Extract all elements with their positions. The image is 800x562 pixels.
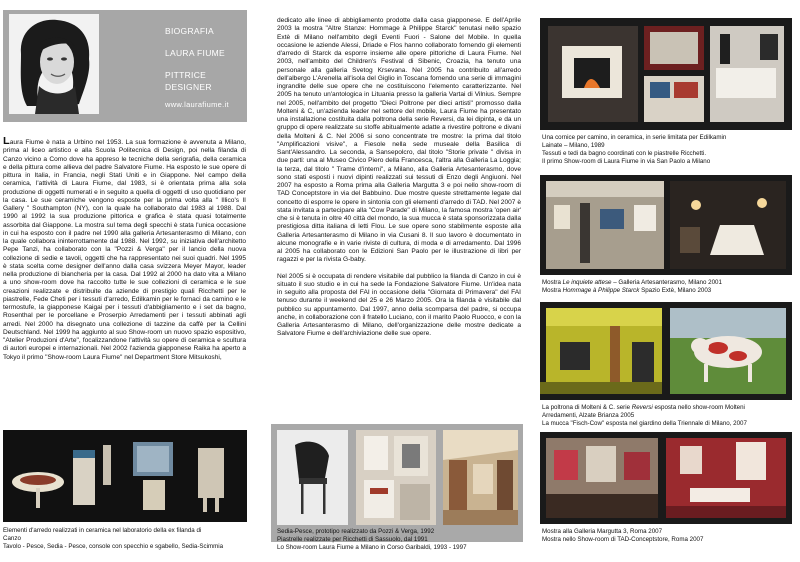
- caption-fireplace: [542, 134, 796, 166]
- photo-fish-chair: [277, 430, 348, 525]
- caption-line: Mostra Le inquiete attese – Galleria Artesanterasmo, Milano 2001: [542, 279, 722, 286]
- caption-line: Tavolo - Pesce, Sedia - Pesce, console con specchio e sgabello, Sedia-Scimmia: [3, 543, 224, 550]
- bio-col2-paragraph-1: dedicato alle linee di abbigliamento prodotte dalla casa giapponese. È dell'Aprile 2003 la mostra "Altre Stanze: Hommage à Philippe Starck" tenutasi nello spazio Extè di Milano nell'ambito degli Eventi Fuori - Salone del Mobile. In quella occasione le aziende Alessi, Driade e Flos hanno collaborato fornendo gli elementi d'arredo di Starck da esporre insieme alle opere pittoriche di Laura Fiume. Nel 2003, nell'ambito del Children's Festival di Sibenic, Croazia, ha tenuto una personale alla galleria Svetog Krsevana. Nel 2005 ha contribuito all'arredo dell'albergo L'Arenella all'isola del Giglio in Toscana fornendo una serie di immagini ingrandite delle sue opere che ne costituiscono l'elemento caratterizzante. Nel 2005 ha tenuto un'antologica in Lituania presso la galleria Vartai di Vilnius. Sempre nel 2005, nell'ambito del progetto "Dieci Poltrone per dieci artisti" promosso dalla Molteni & C, un'azienda leader nel settore del mobile, Laura Fiume ha presentato una installazione costituita dalla poltrona della serie Reversi, da lei dipinta, e da un gruppo di opere realizzate su stoffe abitualmente adatte a rivestire poltrone e divani della Molteni & C. Nel 2006 si sono concentrate tre mostre: la prima dal titolo "Amplificazioni visive", a Fiesole nella sede museale della Basilica di Sant'Alessandro. La seconda, a Sansepolcro, dal titolo "Storie private " divisa in due parti: una al Museo Civico Piero della Francesca, l'altra alla Galleria La Loggia; la terza, dal titolo " Trame d'interni", a Milano, alla Galleria Artesanterasmo, dove sono stati esposti i nuovi dipinti realizzati sui tessuti di Enzo degli Angiuoni. Nel 2007 ha esposto a Roma prima alla Galleria Margutta 3 e poi nello show-room di TAD Conceptstore in via del Babbuino. Due mostre queste strettamente legate dal concetto di esporre le opere in sintonia con gli elementi d'arredo di TAD. Nel 2007 è stata invitata a partecipare alla "Cow Parade" di Milano, la famosa mostra 'open air' che si è tenuta in oltre 40 città del mondo, la sua mucca è stata sponsorizzata dalla prestigiosa ditta italiana di letti Flou. Le sue opere sono stabilmente esposte alla Galleria Artesanterasmo di Milano in via Cusani 8. Il suo lavoro è documentato in alcune monografie e in varie riviste di cultura, di moda e di arredamento. Dal 1996 al 2005 ha collaborato con le Edizioni San Paolo per le illustrazione di libri per ragazzi e per la rivista G-baby.: [277, 17, 521, 264]
- photo-block-exhibitions-2001-2003: [540, 175, 792, 275]
- photo-ceramic-furniture: [3, 430, 247, 522]
- caption-exhibitions-2001-2003: [542, 279, 796, 295]
- caption-line: Mostra alla Galleria Margutta 3, Roma 2007: [542, 528, 663, 535]
- photo-block-rome-2007: [540, 432, 792, 524]
- header-website[interactable]: www.laurafiume.it: [165, 100, 229, 109]
- caption-line: Piastrelle realizzate per Ricchetti di Sassuolo, dal 1991: [277, 536, 428, 543]
- bio-column-1: [3, 137, 246, 422]
- caption-line: La poltrona di Molteni & C. serie Reversi esposta nello show-room Molteni: [542, 404, 745, 411]
- photo-block-molteni-cow: [540, 302, 792, 400]
- photo-block-fireplace: [540, 18, 792, 130]
- header-role-line2: DESIGNER: [165, 82, 212, 92]
- caption-line: Mostra nello Show-room di TAD-Conceptstore, Roma 2007: [542, 536, 704, 543]
- bio-column-2: [277, 17, 521, 407]
- caption-line: Sedia-Pesce, prototipo realizzato da Pozzi & Verga, 1992: [277, 528, 435, 535]
- caption-line: Elementi d'arredo realizzati in ceramica nel laboratorio della ex filanda di: [3, 527, 202, 534]
- caption-line: Canzo: [3, 535, 21, 542]
- bio-col2-paragraph-2: Nel 2005 si è occupata di rendere visitabile dal pubblico la filanda di Canzo in cui è situato il suo studio e in cui ha sede la Fondazione Salvatore Fiume. Un'idea nata in seguito alla proposta del FAI in occasione della "Giornata di Primavera" del FAI tenuso durante il weekend del 25 e 26 Marzo 2005. Ora la filanda è visitabile dal pubblico su appuntamento. Dal 1997, anno della scomparsa del padre, si occupa anche, in collaborazione con il fratello Luciano, con il marito Paolo Ruocco, e con la Galleria Artesanterasmo di Milano, dell'organizzazione delle mostre dedicate a Salvatore Fiume e dell'archiviazione delle sue opere.: [277, 272, 521, 338]
- caption-line: Tessuti e tedi da bagno coordinati con le piastrelle Ricchetti.: [542, 150, 707, 157]
- caption-line: La mucca "Fisch-Cow" esposta nel giardino della Triennale di Milano, 2007: [542, 420, 747, 427]
- caption-rome-2007: [542, 528, 796, 544]
- caption-line: Mostra Hommage à Philippe Starck Spazio Extè, Milano 2003: [542, 287, 712, 294]
- bio-col1-text: aura Fiume è nata a Urbino nel 1953. La sua formazione è avvenuta a Milano, prima al liceo artistico e alla Scuola Politecnica di Design, poi nella filanda di Canzo vicino a Como dove ha appreso le tecniche della serigrafia, della ceramica e della pittura come allieva del padre Salvatore Fiume. Ha esposto le sue opere di pittura in Italia, in Francia, negli Stati Uniti e in Giappone. Nel campo della ceramica, l'attività di Laura Fiume, dal 1983, si è orientata prima alla sola produzione di oggetti numerati e in seguito a quella di oggetti di uso quotidiano per la casa. Le sue ceramiche vengono esposte per la prima volta alla " Illico's II Gallery " Southampton (NY), con la quale ha collaborato dal 1983 al 1988. Dal 1990 al 1992 la sua produzione pittorica e grafica è stata quasi totalmente assorbita dal Giappone. La mostra sul tema degli specchi è stata l'unica occasione in cui ha esposto con il padre nel 1990 alla galleria Artesanterasmo di Milano, con la quale collabora ininterrottamente dal 1988. Nel 1992, su iniziativa dell'architetto Pepe Tanzi, ha collaborato con la "Pozzi & Verga" per il lancio della nuova collezione di sedie e tavoli, oggetti che ha rappresentato nei suoi quadri. Nel 1995 è stata scelta come designer dell'anno dalla casa svizzera Meyer Mayor, leader nella produzione di biancheria per la casa. Dal 1992 al 2000 ha dato vita a Milano a uno show-room dove ha raccolto tutte le sue collezioni di ceramica e le sue creazioni realizzate e distribuite da aziende di prestigio quali Ricchetti per le piastrelle, Fede Cheti per i tessuti d'arredo, Edilkamin per le fornaci da camino e le termostufe, la giapponese Kaigai per i tessuti d'abbigliamento e i set da bagno, Rosenthal per le porcellane e Proserpio Arredamenti per i tessuti abbinati agli arredi. Nel 2000 ha disegnato una collezione di tazzine da caffè per la Cellini Deutschland. Nel 1999 ha aggiunto al suo Show-room un nuovo spazio espositivo, "Atelier Produzioni d'Arte", focalizzandone l'attività su opere di ceramica e scultura di autori europei e internazionali. Nel 2002 l'azienda giapponese Raika ha aperto a Tokyo il primo "Show-room Laura Fiume" nel Department Store Mitsukoshi,: [3, 139, 246, 361]
- caption-molteni-cow: [542, 404, 796, 428]
- dropcap-letter: L: [3, 137, 10, 147]
- caption-middle-photos: [277, 528, 527, 552]
- caption-line: Una cornice per camino, in ceramica, in serie limitata per Edilkamin: [542, 134, 727, 141]
- header-name: LAURA FIUME: [165, 48, 225, 58]
- header-role-line1: PITTRICE: [165, 70, 207, 80]
- caption-line: Arredamenti, Alzate Brianza 2005: [542, 412, 635, 419]
- portrait-photo: [9, 14, 99, 114]
- caption-line: Lainate – Milano, 1989: [542, 142, 605, 149]
- caption-ceramic-furniture: [3, 527, 251, 551]
- header-title: BIOGRAFIA: [165, 26, 214, 36]
- photo-showroom-garibaldi: [443, 430, 518, 525]
- caption-line: Lo Show-room Laura Fiume a Milano in Corso Garibaldi, 1993 - 1997: [277, 544, 467, 551]
- photo-tiles: [356, 430, 436, 525]
- caption-line: Il primo Show-room di Laura Fiume in via San Paolo a Milano: [542, 158, 711, 165]
